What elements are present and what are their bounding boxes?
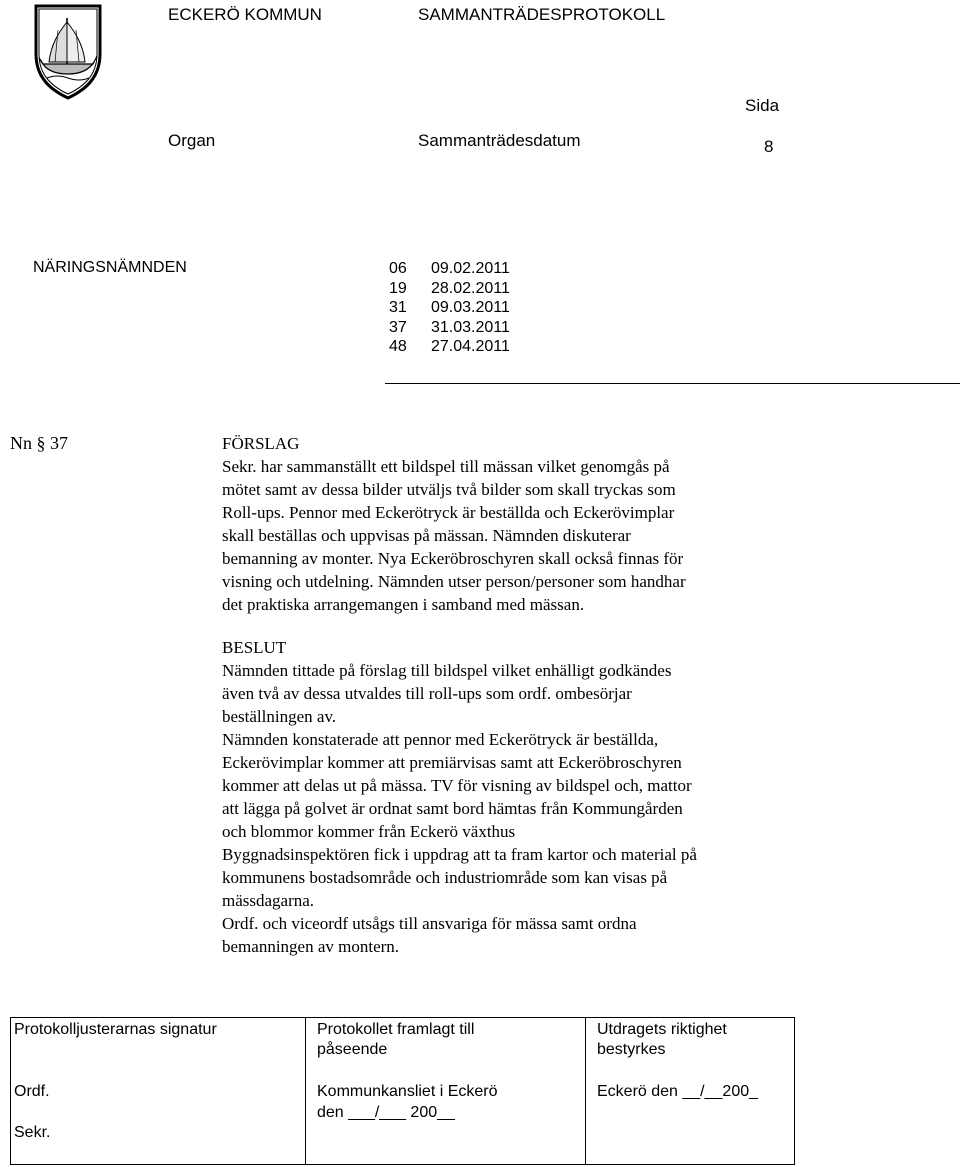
decision-line: kommer att delas ut på mässa. TV för visning av bildspel och, mattor [222, 776, 692, 795]
proposal-line: Sekr. har sammanställt ett bildspel till mässan vilket genomgås på [222, 457, 670, 476]
decision-line: bemanningen av montern. [222, 937, 400, 956]
decision-line: kommunens bostadsområde och industriområde som kan visas på [222, 868, 668, 887]
paragraph-reference: Nn § 37 [10, 433, 68, 453]
signature-column-certification [585, 1018, 794, 1164]
signature-column-public-display [305, 1018, 585, 1164]
decision-line: Byggnadsinspektören fick i uppdrag att ta fram kartor och material på [222, 845, 697, 864]
decision-line: Nämnden konstaterade att pennor med Eckerötryck är beställda, [222, 730, 659, 749]
proposal-heading: FÖRSLAG [222, 434, 300, 453]
municipality-name: ECKERÖ KOMMUN [168, 5, 322, 24]
decision-line: att lägga på golvet är ordnat samt bord hämtas från Kommungården [222, 799, 683, 818]
page-number: 8 [764, 137, 774, 156]
public-display-heading-cont: påseende [317, 1041, 388, 1058]
decision-line: Eckerövimplar kommer att premiärvisas samt att Eckeröbroschyren [222, 753, 682, 772]
meeting-row [389, 318, 510, 338]
meeting-row [389, 279, 510, 299]
proposal-line: visning och utdelning. Nämnden utser person/personer som handhar [222, 572, 686, 591]
meeting-date: 09.02.2011 [431, 260, 510, 277]
meeting-date: 27.04.2011 [431, 338, 510, 356]
page-label: Sida [745, 96, 780, 115]
meeting-row [389, 259, 510, 279]
decision-line: även två av dessa utvaldes till roll-ups som ordf. ombesörjar [222, 684, 632, 703]
certification-heading: Utdragets riktighet [597, 1021, 727, 1038]
column-divider [585, 1018, 586, 1164]
decision-line: mässdagarna. [222, 891, 315, 910]
public-display-heading: Protokollet framlagt till [317, 1021, 475, 1038]
meeting-number: 31 [389, 299, 407, 317]
certification-date: Eckerö den __/__200_ [597, 1083, 759, 1100]
organ-label: Organ [168, 131, 216, 150]
proposal-line: det praktiska arrangemangen i samband med mässan. [222, 595, 585, 614]
meeting-number: 37 [389, 318, 407, 336]
public-display-date: den ___/___ 200__ [317, 1104, 455, 1121]
signature-column-reviewers [11, 1018, 305, 1164]
proposal-line: bemanning av monter. Nya Eckeröbroschyren skall också finnas för [222, 549, 684, 568]
proposal-line: mötet samt av dessa bilder utväljs två bilder som skall tryckas som [222, 480, 676, 499]
meeting-date-label: Sammanträdesdatum [418, 131, 581, 150]
chair-signature-label: Ordf. [14, 1083, 50, 1100]
decision-section [222, 636, 842, 958]
decision-heading: BESLUT [222, 638, 287, 657]
decision-line: Ordf. och viceordf utsågs till ansvariga för mässa samt ordna [222, 914, 637, 933]
certification-heading-cont: bestyrkes [597, 1041, 666, 1058]
meeting-number: 19 [389, 279, 407, 297]
document-type: SAMMANTRÄDESPROTOKOLL [418, 5, 666, 24]
signature-table [10, 1017, 795, 1165]
meeting-date: 31.03.2011 [431, 318, 510, 336]
reviewers-heading: Protokolljusterarnas signatur [14, 1021, 217, 1038]
meeting-row [389, 337, 510, 357]
proposal-line: skall beställas och uppvisas på mässan. Nämnden diskuterar [222, 526, 631, 545]
public-display-location: Kommunkansliet i Eckerö [317, 1083, 498, 1100]
column-divider [305, 1018, 306, 1164]
meeting-dates-list [389, 259, 510, 357]
meeting-number: 48 [389, 338, 407, 356]
proposal-line: Roll-ups. Pennor med Eckerötryck är beställda och Eckerövimplar [222, 503, 675, 522]
meeting-date: 28.02.2011 [431, 279, 510, 297]
decision-line: och blommor kommer från Eckerö växthus [222, 822, 516, 841]
committee-name: NÄRINGSNÄMNDEN [33, 259, 187, 276]
meeting-number: 06 [389, 260, 407, 277]
decision-line: Nämnden tittade på förslag till bildspel vilket enhälligt godkändes [222, 661, 672, 680]
decision-line: beställningen av. [222, 707, 337, 726]
meeting-date: 09.03.2011 [431, 299, 510, 317]
meeting-row [389, 298, 510, 318]
header-divider [385, 383, 960, 384]
proposal-section [222, 432, 842, 616]
secretary-signature-label: Sekr. [14, 1124, 51, 1141]
coat-of-arms-logo [33, 4, 103, 100]
